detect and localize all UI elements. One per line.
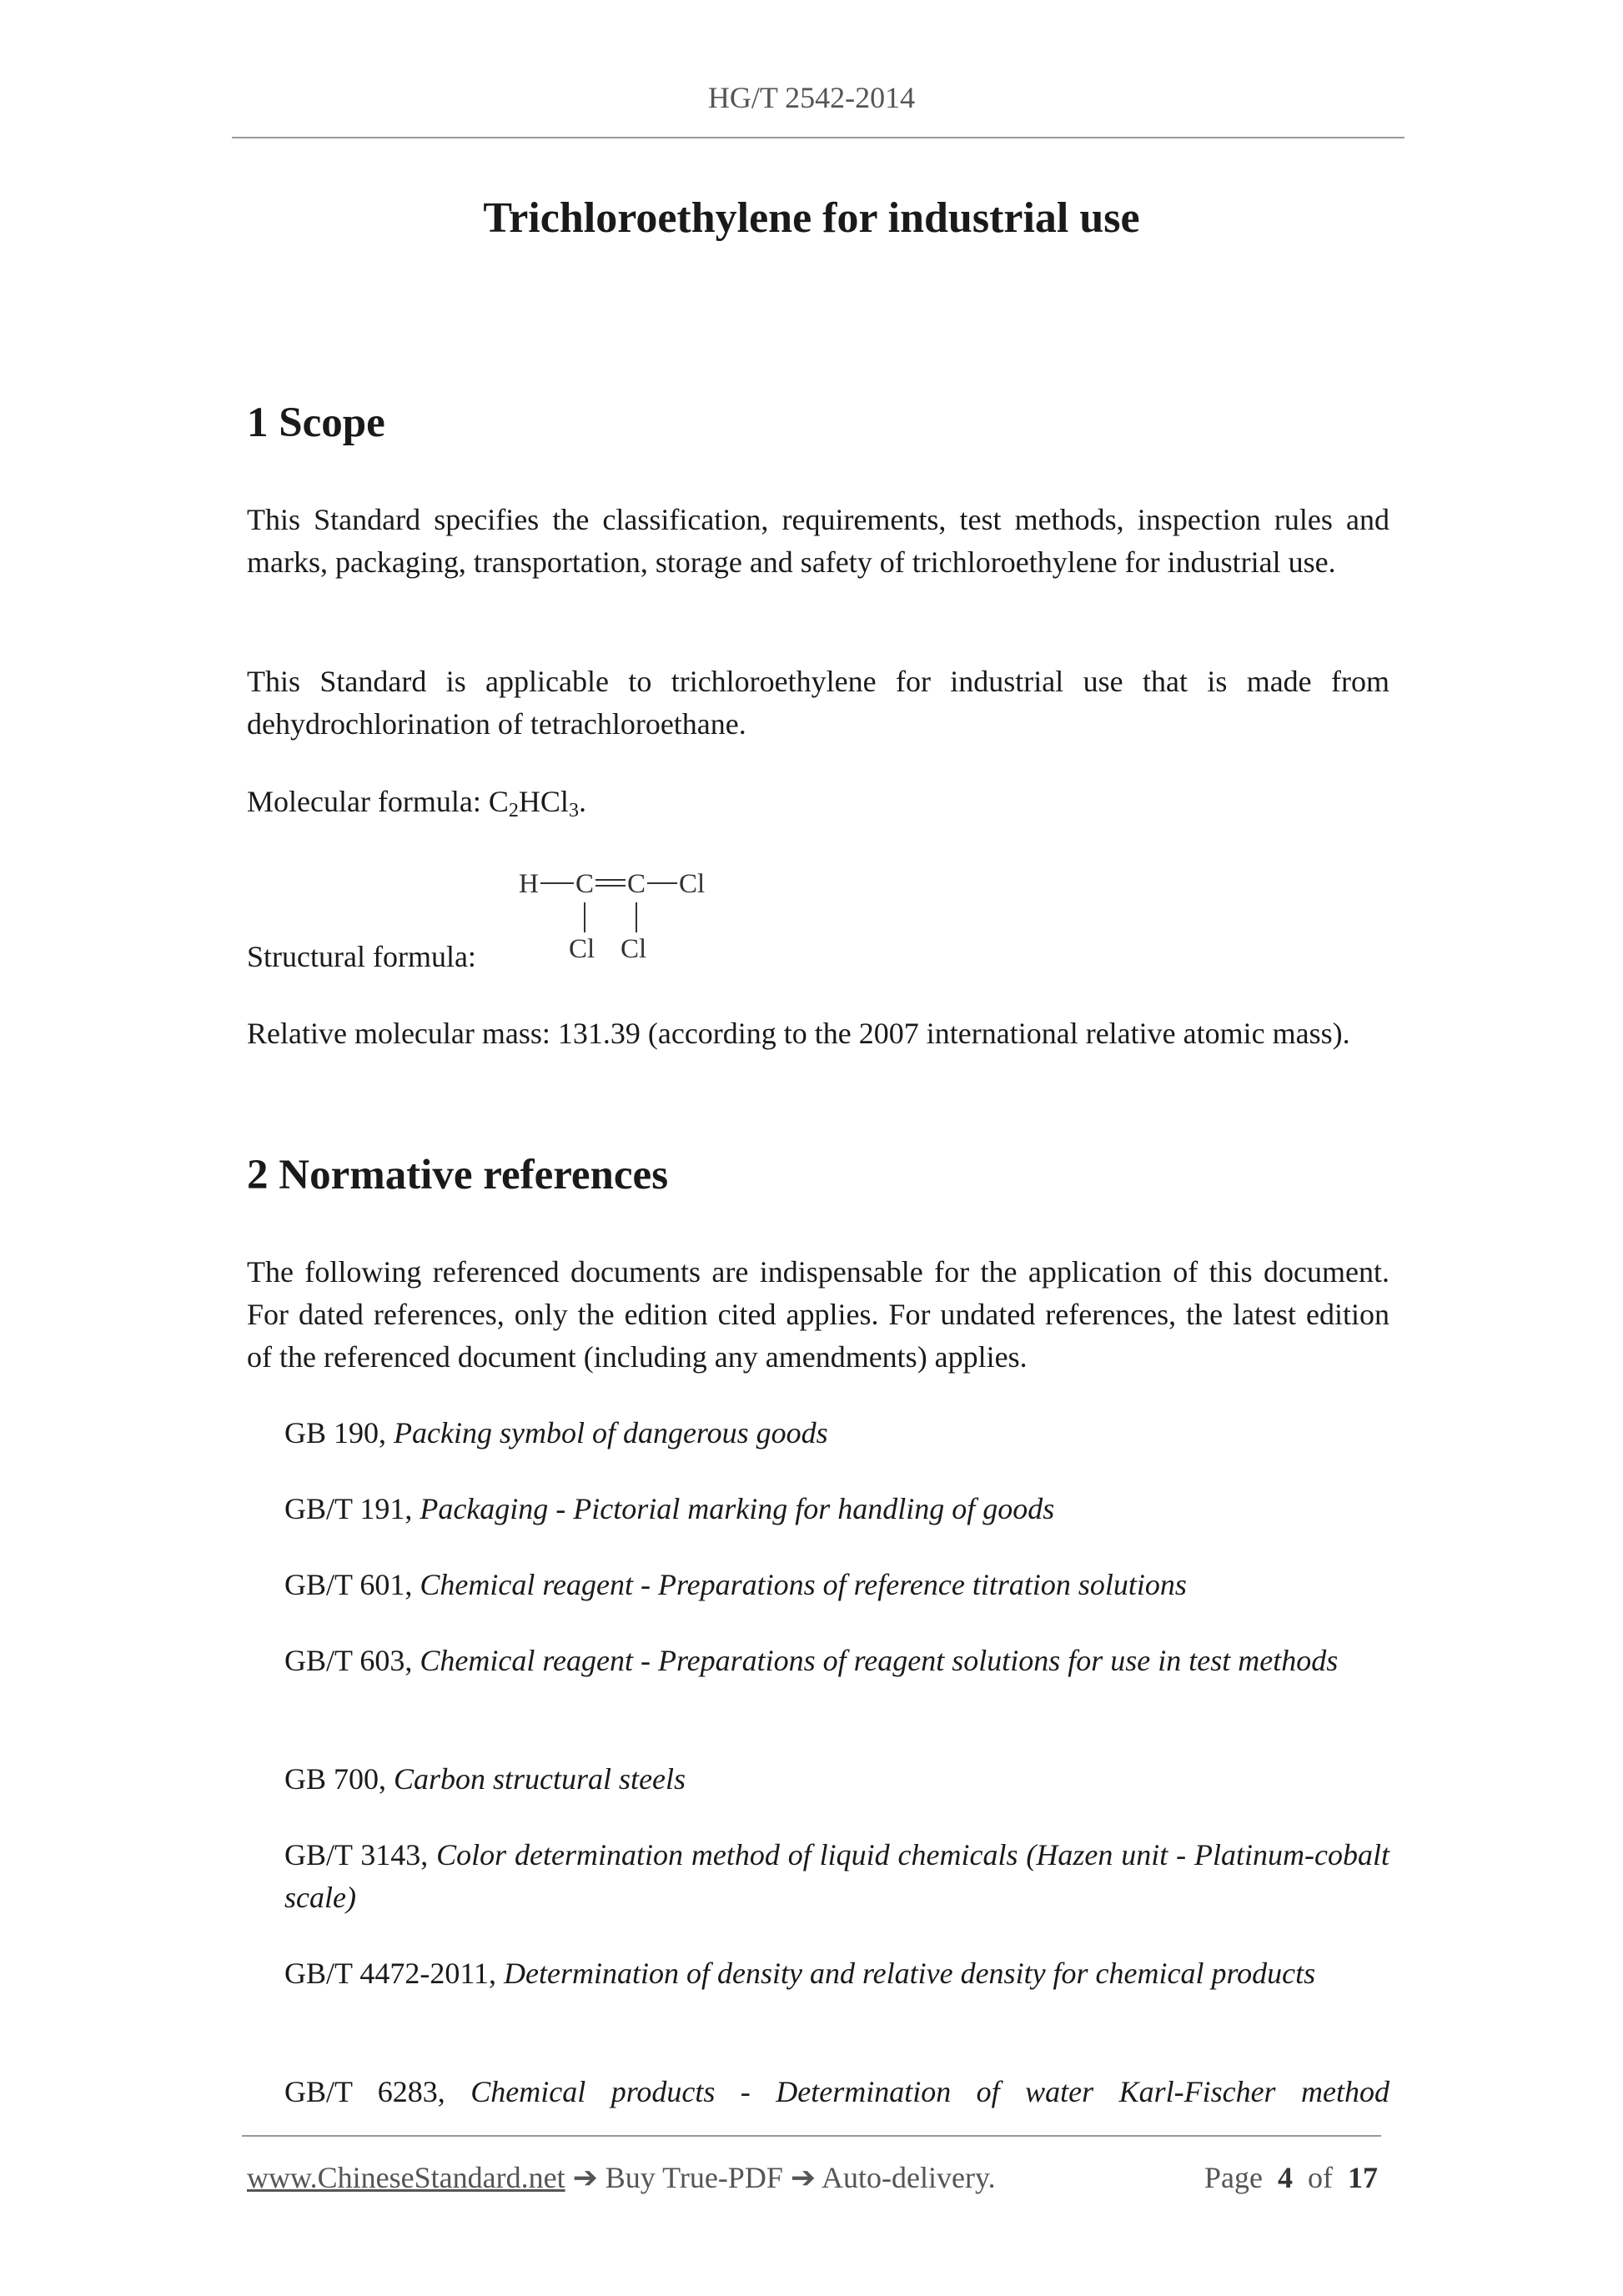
reference-item	[284, 1412, 1389, 1454]
reference-title: Color determination method of liquid chemicals (Hazen unit - Platinum-cobalt scale)	[284, 1838, 1389, 1914]
page-indicator	[1204, 2160, 1378, 2195]
section-heading-scope: 1 Scope	[247, 399, 385, 446]
reference-code: GB/T 191,	[284, 1492, 420, 1525]
page-current: 4	[1278, 2161, 1293, 2194]
atom-h: H	[519, 869, 539, 899]
reference-item	[284, 2071, 1389, 2113]
arrow-right-icon: ➔	[572, 2161, 598, 2194]
section-heading-normative-references: 2 Normative references	[247, 1152, 669, 1198]
reference-code: GB 700,	[284, 1762, 394, 1796]
reference-title: Packing symbol of dangerous goods	[394, 1416, 828, 1449]
footer-divider	[242, 2135, 1381, 2137]
reference-item	[284, 1564, 1389, 1606]
reference-item	[284, 1488, 1389, 1530]
reference-code: GB/T 601,	[284, 1568, 420, 1601]
atom-cl-a: Cl	[569, 934, 595, 964]
references-intro: The following referenced documents are indispensable for the application of this document. For dated references, only the edition cited applies. For undated references, the latest edition of the referenced document (including any amendments) applies.	[247, 1255, 1389, 1374]
reference-title: Chemical reagent - Preparations of reagent solutions for use in test methods	[420, 1644, 1339, 1677]
molecular-formula-sub-2: 3	[568, 800, 579, 821]
structural-formula-label: Structural formula:	[247, 940, 476, 973]
atom-cl-right: Cl	[679, 869, 706, 899]
reference-code: GB/T 3143,	[284, 1838, 437, 1871]
footer	[247, 2160, 1378, 2195]
reference-code: GB/T 4472-2011,	[284, 1957, 505, 1990]
scope-paragraph-2: This Standard is applicable to trichloroethylene for industrial use that is made from dehydrochlorination of tetrachloroethane.	[247, 665, 1389, 741]
page-label: Page	[1204, 2161, 1263, 2194]
header-divider	[232, 137, 1404, 138]
header-standard-code: HG/T 2542-2014	[707, 81, 916, 114]
reference-code: GB/T 603,	[284, 1644, 420, 1677]
atom-c2: C	[627, 869, 646, 899]
molecular-formula-end: .	[578, 785, 586, 818]
reference-title: Carbon structural steels	[394, 1762, 686, 1796]
reference-code: GB 190,	[284, 1416, 394, 1449]
reference-item	[284, 1952, 1389, 1995]
reference-title: Chemical reagent - Preparations of reference titration solutions	[420, 1568, 1187, 1601]
website-link[interactable]: www.ChineseStandard.net	[247, 2161, 565, 2194]
structural-formula-diagram	[517, 864, 717, 964]
page-total: 17	[1348, 2161, 1378, 2194]
page-of-label: of	[1308, 2161, 1333, 2194]
reference-title: Determination of density and relative density for chemical products	[504, 1957, 1316, 1990]
arrow-right-icon: ➔	[790, 2161, 817, 2194]
scope-paragraph-1: This Standard specifies the classification, requirements, test methods, inspection rules and marks, packaging, transportation, storage and safety of trichloroethylene for industrial use.	[247, 503, 1389, 579]
molecular-formula-sub-1: 2	[508, 800, 519, 821]
structural-formula-svg	[517, 864, 717, 964]
reference-item	[284, 1640, 1389, 1682]
reference-title: Chemical products - Determination of water Karl-Fischer method	[470, 2075, 1389, 2108]
reference-item	[284, 1834, 1389, 1919]
atom-c1: C	[575, 869, 595, 899]
auto-delivery-text: Auto-delivery.	[816, 2161, 996, 2194]
relative-molecular-mass: Relative molecular mass: 131.39 (according to the 2007 international relative atomic mass).	[247, 1017, 1350, 1050]
reference-item	[284, 1758, 1389, 1801]
reference-title: Packaging - Pictorial marking for handling of goods	[420, 1492, 1055, 1525]
reference-code: GB/T 6283,	[284, 2075, 471, 2108]
buy-pdf-text: Buy True-PDF	[597, 2161, 791, 2194]
document-title: Trichloroethylene for industrial use	[483, 194, 1140, 242]
atom-cl-b: Cl	[621, 934, 647, 964]
molecular-formula-label: Molecular formula: C	[247, 785, 509, 818]
molecular-formula	[247, 781, 1389, 823]
molecular-formula-mid: HCl	[518, 785, 569, 818]
